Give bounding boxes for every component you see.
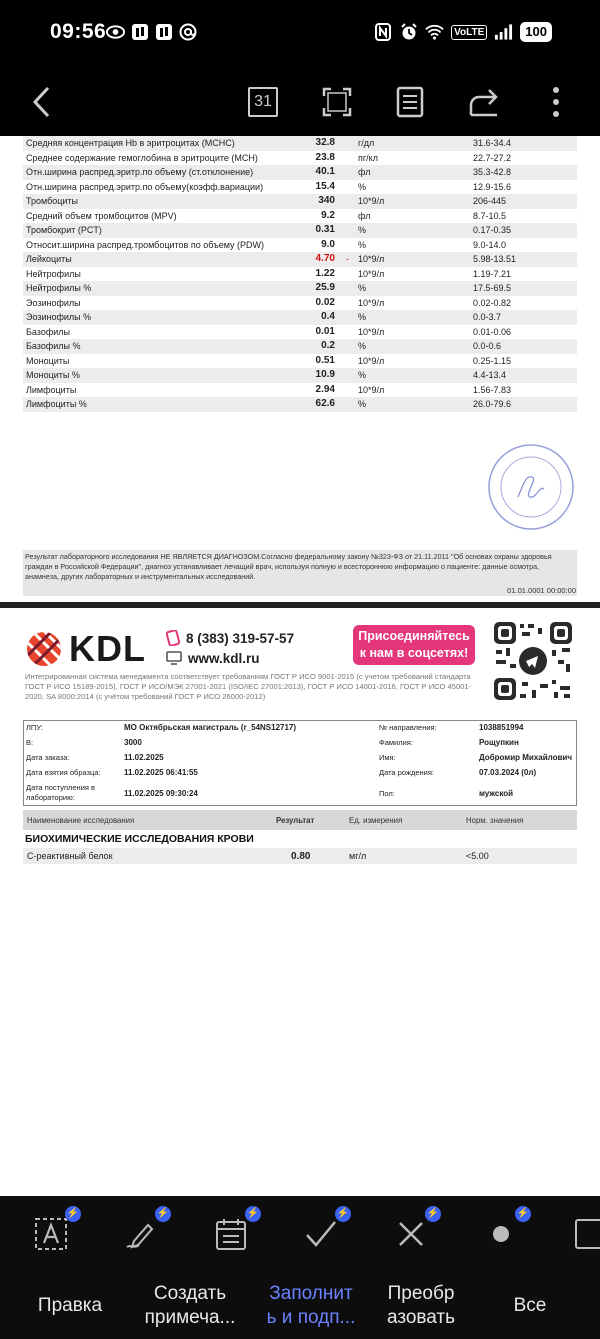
kdl-logo-icon xyxy=(25,630,63,668)
result-unit: 10*9/л xyxy=(355,354,470,369)
result-flag xyxy=(343,281,355,296)
result-value: 62.6 xyxy=(273,397,343,412)
result-unit: 10*9/л xyxy=(355,296,470,311)
app-notification-icon-2 xyxy=(154,22,173,41)
result-row xyxy=(23,383,577,398)
result-flag xyxy=(343,354,355,369)
result-unit: % xyxy=(355,223,470,238)
result-norm: 17.5-69.5 xyxy=(470,281,577,296)
results-table xyxy=(23,136,577,412)
more-options-button[interactable] xyxy=(534,80,578,124)
dot-tool-button[interactable] xyxy=(481,1208,530,1252)
eye-icon xyxy=(106,22,125,41)
convert-action[interactable] xyxy=(376,1282,466,1330)
bio-row-name: С-реактивный белок xyxy=(27,851,113,861)
result-value: 0.51 xyxy=(273,354,343,369)
result-unit: 10*9/л xyxy=(355,325,470,340)
result-unit: % xyxy=(355,238,470,253)
pen-sign-icon xyxy=(124,1217,158,1251)
surname-label: Фамилия: xyxy=(379,738,413,747)
result-name: Лимфоциты xyxy=(23,383,273,398)
result-value: 4.70 xyxy=(273,252,343,267)
result-row xyxy=(23,252,577,267)
page-count-icon xyxy=(248,87,278,117)
info-row-v xyxy=(24,738,578,754)
alarm-icon xyxy=(399,23,418,42)
result-flag xyxy=(343,339,355,354)
phone-icon xyxy=(166,630,180,646)
birth-value: 07.03.2024 (0л) xyxy=(479,768,537,777)
viewer-toolbar xyxy=(0,68,600,136)
result-value: 25.9 xyxy=(273,281,343,296)
system-icons xyxy=(373,22,552,42)
back-button[interactable] xyxy=(20,80,64,124)
document-view[interactable] xyxy=(0,136,600,1196)
result-value: 32.8 xyxy=(273,136,343,151)
patient-info-box xyxy=(23,720,577,806)
kdl-contacts xyxy=(166,628,294,668)
order-date-label: Дата заказа: xyxy=(26,753,70,762)
result-flag xyxy=(343,136,355,151)
bio-table-header xyxy=(23,810,577,830)
result-unit: % xyxy=(355,397,470,412)
result-name: Средняя концентрация Hb в эритроцитах (MCHC) xyxy=(23,136,273,151)
bio-table-row xyxy=(23,848,577,864)
lab-stamp xyxy=(486,442,576,532)
result-value: 2.94 xyxy=(273,383,343,398)
notification-icons xyxy=(106,22,197,41)
info-row-order-date xyxy=(24,753,578,769)
pdf-page-2 xyxy=(0,608,600,1196)
pdf-page-1 xyxy=(0,136,600,602)
result-unit: % xyxy=(355,368,470,383)
result-name: Среднее содержание гемоглобина в эритроците (MCH) xyxy=(23,151,273,166)
cross-tool-button[interactable] xyxy=(391,1208,440,1252)
result-norm: 26.0-79.6 xyxy=(470,397,577,412)
disclaimer-text: Результат лабораторного исследования НЕ ЯВЛЯЕТСЯ ДИАГНОЗОМ.Согласно федеральному закону №323-ФЗ от 21.11.2011 "Об основах охраны здоровья граждан в Российской Федерации", диагноз устанавливает лечащий врач, используя полную и всестороннюю информацию о пациенте: данные осмотра, анамнеза, других лабораторных и инструментальных исследований. xyxy=(23,550,577,596)
result-norm: 1.56-7.83 xyxy=(470,383,577,398)
bio-row-norm: <5.00 xyxy=(466,851,489,861)
result-name: Нейтрофилы % xyxy=(23,281,273,296)
result-row xyxy=(23,151,577,166)
create-note-label-1: Создать xyxy=(153,1283,227,1304)
promo-line-1: Присоединяйтесь xyxy=(358,629,470,643)
result-flag xyxy=(343,310,355,325)
result-name: Лейкоциты xyxy=(23,252,273,267)
result-flag xyxy=(343,325,355,340)
result-flag xyxy=(343,180,355,195)
create-note-label-2: примеча... xyxy=(144,1307,236,1328)
result-norm: 0.01-0.06 xyxy=(470,325,577,340)
rectangle-icon xyxy=(572,1218,600,1250)
sex-value: мужской xyxy=(479,789,514,798)
v-label: В: xyxy=(26,738,34,747)
result-flag xyxy=(343,209,355,224)
col-unit-header: Ед. измерения xyxy=(349,816,403,825)
result-value: 0.31 xyxy=(273,223,343,238)
result-row xyxy=(23,325,577,340)
reading-mode-icon xyxy=(396,86,424,118)
edit-action[interactable] xyxy=(28,1294,112,1318)
at-sign-icon xyxy=(178,22,197,41)
more-vertical-icon xyxy=(552,86,560,118)
result-row xyxy=(23,354,577,369)
result-row xyxy=(23,296,577,311)
result-norm: 4.4-13.4 xyxy=(470,368,577,383)
result-norm: 12.9-15.6 xyxy=(470,180,577,195)
all-tools-action[interactable] xyxy=(500,1294,560,1318)
check-tool-button[interactable] xyxy=(301,1208,350,1252)
result-name: Эозинофилы % xyxy=(23,310,273,325)
dot-icon xyxy=(491,1224,511,1244)
birth-label: Дата рождения: xyxy=(379,768,434,777)
social-promo-banner xyxy=(353,625,475,665)
result-name: Лимфоциты % xyxy=(23,397,273,412)
name-label: Имя: xyxy=(379,753,396,762)
ai-badge-icon: ⚡ xyxy=(245,1206,261,1222)
bottom-actions xyxy=(0,1272,600,1339)
promo-line-2: к нам в соцсетях! xyxy=(359,646,469,660)
site-contact[interactable] xyxy=(166,648,294,668)
result-name: Средний объем тромбоцитов (MPV) xyxy=(23,209,273,224)
result-norm: 206-445 xyxy=(470,194,577,209)
result-norm: 8.7-10.5 xyxy=(470,209,577,224)
result-unit: % xyxy=(355,310,470,325)
info-row-lpu xyxy=(24,723,578,739)
kdl-logo-text: KDL xyxy=(69,628,146,669)
result-value: 15.4 xyxy=(273,180,343,195)
wifi-icon xyxy=(425,23,444,42)
result-value: 9.0 xyxy=(273,238,343,253)
info-row-sample-date xyxy=(24,768,578,784)
col-result-header: Результат xyxy=(276,816,315,825)
result-flag xyxy=(343,223,355,238)
calendar-form-icon xyxy=(215,1217,247,1251)
result-value: 0.01 xyxy=(273,325,343,340)
convert-label-2: азовать xyxy=(386,1307,456,1328)
ai-badge-icon: ⚡ xyxy=(335,1206,351,1222)
result-row xyxy=(23,238,577,253)
sex-label: Пол: xyxy=(379,789,395,798)
result-name: Базофилы % xyxy=(23,339,273,354)
direction-label: № направления: xyxy=(379,723,437,732)
site-url: www.kdl.ru xyxy=(188,650,260,666)
result-row xyxy=(23,397,577,412)
iso-certification-text: Интегрированная система менеджмента соответствует требованиям ГОСТ Р ИСО 9001-2015 (с учетом требований стандарта ГОСТ Р ИСО 15189-2015), ГОСТ Р ИСО/МЭК 27001-2021 (ISO/IEC 27001:2013), ГОСТ Р ИСО 14001-2016, ГОСТ Р ИСО 45001-2020, SA 8000:2014 (с учётом требований ГОСТ Р ИСО 26000-2012) xyxy=(25,672,472,701)
result-unit: 10*9/л xyxy=(355,267,470,282)
result-norm: 22.7-27.2 xyxy=(470,151,577,166)
result-norm: 1.19-7.21 xyxy=(470,267,577,282)
result-name: Нейтрофилы xyxy=(23,267,273,282)
col-name-header: Наименование исследования xyxy=(27,816,135,825)
app-notification-icon xyxy=(130,22,149,41)
create-note-action[interactable] xyxy=(138,1282,242,1330)
result-row xyxy=(23,368,577,383)
result-flag: - xyxy=(343,252,355,267)
result-unit: % xyxy=(355,180,470,195)
fullscreen-button[interactable] xyxy=(315,80,359,124)
bio-section-title: БИОХИМИЧЕСКИЕ ИССЛЕДОВАНИЯ КРОВИ xyxy=(25,833,254,845)
result-unit: фл xyxy=(355,209,470,224)
fill-sign-label-1: Заполнит xyxy=(269,1283,353,1304)
v-value: 3000 xyxy=(124,738,142,747)
sample-date-value: 11.02.2025 06:41:55 xyxy=(124,768,198,777)
result-norm: 35.3-42.8 xyxy=(470,165,577,180)
text-box-icon xyxy=(34,1217,68,1251)
result-row xyxy=(23,281,577,296)
result-value: 1.22 xyxy=(273,267,343,282)
result-norm: 0.02-0.82 xyxy=(470,296,577,311)
result-flag xyxy=(343,267,355,282)
phone-number: 8 (383) 319-57-57 xyxy=(186,630,295,646)
convert-label-1: Преобр xyxy=(387,1283,455,1304)
result-name: Эозинофилы xyxy=(23,296,273,311)
result-value: 0.02 xyxy=(273,296,343,311)
result-unit: 10*9/л xyxy=(355,383,470,398)
qr-code xyxy=(492,620,574,702)
cross-icon xyxy=(397,1220,425,1248)
result-name: Моноциты % xyxy=(23,368,273,383)
kdl-logo xyxy=(25,628,146,670)
result-row xyxy=(23,180,577,195)
sample-date-label: Дата взятия образца: xyxy=(26,768,101,777)
result-row xyxy=(23,194,577,209)
lpu-value: МО Октябрьская магистраль (r_54NS12717) xyxy=(124,723,297,732)
nfc-icon xyxy=(373,23,392,42)
result-norm: 9.0-14.0 xyxy=(470,238,577,253)
share-icon xyxy=(467,87,501,117)
status-time: 09:56 xyxy=(50,20,107,43)
result-row xyxy=(23,310,577,325)
result-value: 9.2 xyxy=(273,209,343,224)
back-arrow-icon xyxy=(30,85,54,119)
document-code: 01.01.0001 00:00:00 xyxy=(507,586,576,595)
result-norm: 0.25-1.15 xyxy=(470,354,577,369)
result-unit: г/дл xyxy=(355,136,470,151)
fill-sign-label-2: ь и подп... xyxy=(266,1307,356,1328)
result-name: Тромбокрит (PCT) xyxy=(23,223,273,238)
checkmark-icon xyxy=(305,1219,337,1249)
form-tool-button[interactable] xyxy=(211,1208,260,1252)
result-value: 23.8 xyxy=(273,151,343,166)
result-row xyxy=(23,136,577,151)
result-name: Отн.ширина распред.эритр.по объему(коэфф.вариации) xyxy=(23,180,273,195)
result-flag xyxy=(343,165,355,180)
result-flag xyxy=(343,151,355,166)
result-flag xyxy=(343,368,355,383)
all-tools-label: Все xyxy=(513,1295,547,1316)
page-count-button[interactable] xyxy=(241,80,285,124)
result-row xyxy=(23,223,577,238)
share-button[interactable] xyxy=(462,80,506,124)
result-row xyxy=(23,267,577,282)
result-unit: 10*9/л xyxy=(355,194,470,209)
result-name: Отн.ширина распред.эритр.по объему (ст.отклонение) xyxy=(23,165,273,180)
result-value: 0.4 xyxy=(273,310,343,325)
ai-badge-icon: ⚡ xyxy=(425,1206,441,1222)
result-flag xyxy=(343,238,355,253)
result-value: 0.2 xyxy=(273,339,343,354)
ai-badge-icon: ⚡ xyxy=(515,1206,531,1222)
result-row xyxy=(23,209,577,224)
surname-value: Рощупкин xyxy=(479,738,519,747)
result-row xyxy=(23,339,577,354)
result-row xyxy=(23,165,577,180)
volte-badge: VoLTE xyxy=(451,25,487,40)
result-unit: % xyxy=(355,281,470,296)
received-value: 11.02.2025 09:30:24 xyxy=(124,789,198,798)
order-date-value: 11.02.2025 xyxy=(124,753,164,762)
ai-badge-icon: ⚡ xyxy=(65,1206,81,1222)
annotation-tools xyxy=(0,1196,600,1272)
page-count: 31 xyxy=(254,93,272,110)
info-row-received xyxy=(24,783,578,805)
text-tool-button[interactable] xyxy=(31,1208,80,1252)
bio-row-unit: мг/л xyxy=(349,851,367,861)
col-norm-header: Норм. значения xyxy=(466,816,524,825)
ai-badge-icon: ⚡ xyxy=(155,1206,171,1222)
result-name: Тромбоциты xyxy=(23,194,273,209)
result-unit: пг/кл xyxy=(355,151,470,166)
result-unit: % xyxy=(355,339,470,354)
bio-row-value: 0.80 xyxy=(291,851,311,862)
result-unit: фл xyxy=(355,165,470,180)
result-value: 10.9 xyxy=(273,368,343,383)
name-value: Добромир Михайлович xyxy=(479,753,572,762)
rectangle-tool-button[interactable] xyxy=(572,1216,600,1252)
status-bar xyxy=(0,0,600,68)
battery-icon: 100 xyxy=(520,22,552,42)
result-norm: 0.17-0.35 xyxy=(470,223,577,238)
result-norm: 0.0-0.6 xyxy=(470,339,577,354)
signal-icon xyxy=(494,23,513,42)
lpu-label: ЛПУ: xyxy=(26,723,43,732)
sign-tool-button[interactable] xyxy=(121,1208,170,1252)
result-norm: 31.6-34.4 xyxy=(470,136,577,151)
monitor-icon xyxy=(166,651,182,665)
edit-label: Правка xyxy=(37,1295,103,1316)
result-flag xyxy=(343,194,355,209)
result-name: Относит.ширина распред.тромбоцитов по объему (PDW) xyxy=(23,238,273,253)
direction-value: 1038851994 xyxy=(479,723,524,732)
fullscreen-icon xyxy=(322,87,352,117)
result-norm: 0.0-3.7 xyxy=(470,310,577,325)
received-label: Дата поступления в лабораторию: xyxy=(26,783,96,802)
result-flag xyxy=(343,296,355,311)
fill-and-sign-action[interactable] xyxy=(256,1282,366,1330)
reading-mode-button[interactable] xyxy=(388,80,432,124)
result-value: 40.1 xyxy=(273,165,343,180)
result-name: Базофилы xyxy=(23,325,273,340)
phone-contact[interactable] xyxy=(166,628,294,648)
result-value: 340 xyxy=(273,194,343,209)
result-unit: 10*9/л xyxy=(355,252,470,267)
result-name: Моноциты xyxy=(23,354,273,369)
result-norm: 5.98-13.51 xyxy=(470,252,577,267)
result-flag xyxy=(343,383,355,398)
result-flag xyxy=(343,397,355,412)
